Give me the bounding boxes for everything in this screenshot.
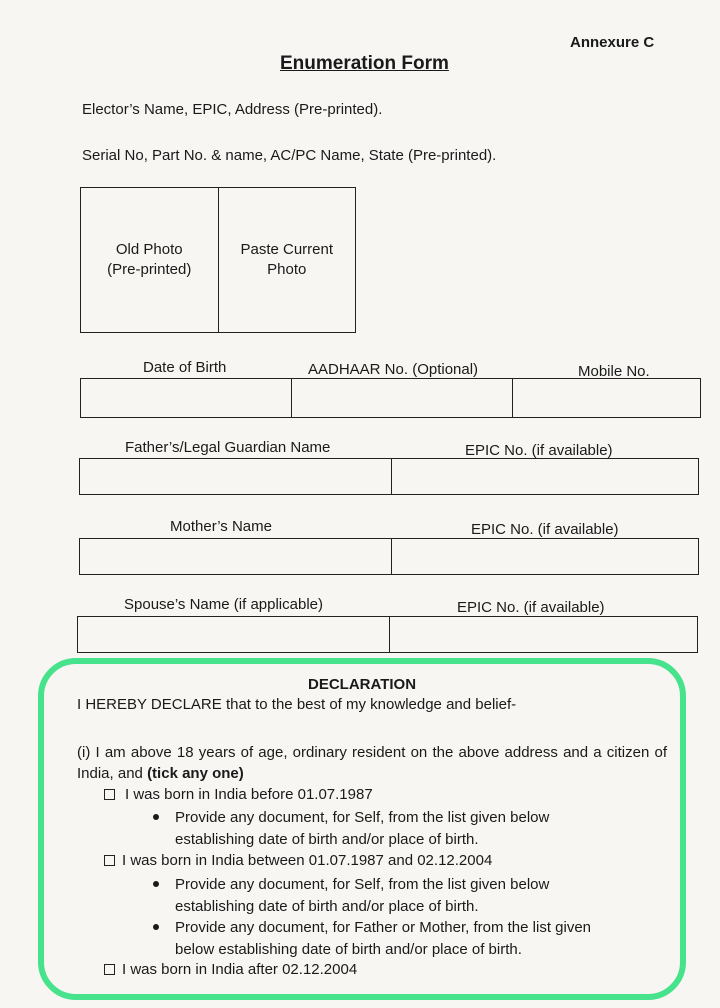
dob-aadhaar-mobile-row: [80, 378, 701, 418]
declaration-title: DECLARATION: [308, 676, 417, 693]
old-photo-cell: [81, 188, 218, 332]
form-title: Enumeration Form: [280, 53, 449, 74]
tick-instruction: (tick any one): [147, 765, 244, 782]
checkbox-before-1987[interactable]: [104, 789, 115, 800]
current-photo-cell[interactable]: [218, 188, 356, 332]
opt1-bullet-line1: Provide any document, for Self, from the list given below: [175, 809, 550, 826]
declaration-paragraph-text: (i) I am above 18 years of age, ordinary resident on the above address and a citizen of India, and: [77, 744, 667, 782]
father-name-field[interactable]: [80, 459, 391, 494]
spouse-name-label: Spouse’s Name (if applicable): [124, 596, 323, 613]
opt2-bullet2-line2: below establishing date of birth and/or place of birth.: [175, 941, 522, 958]
mobile-label: Mobile No.: [578, 363, 650, 380]
father-name-label: Father’s/Legal Guardian Name: [125, 439, 331, 456]
mother-name-field[interactable]: [80, 539, 391, 574]
aadhaar-label: AADHAAR No. (Optional): [308, 361, 479, 378]
spouse-row: [77, 616, 698, 653]
current-photo-sublabel: Photo: [267, 261, 307, 278]
dob-field[interactable]: [81, 379, 291, 417]
option-between-1987-2004[interactable]: [104, 852, 492, 869]
opt2-bullet1-line2: establishing date of birth and/or place of birth.: [175, 898, 479, 915]
opt2-bullet1-line1: Provide any document, for Self, from the list given below: [175, 876, 550, 893]
old-photo-label: Old Photo: [115, 241, 183, 258]
mother-epic-label: EPIC No. (if available): [471, 521, 619, 538]
spouse-epic-label: EPIC No. (if available): [457, 599, 605, 616]
option-between-label: I was born in India between 01.07.1987 and 02.12.2004: [122, 852, 493, 869]
mobile-field[interactable]: [512, 379, 700, 417]
mother-name-label: Mother’s Name: [170, 518, 272, 535]
option-after-2004[interactable]: [104, 961, 357, 978]
annexure-label: Annexure C: [570, 34, 655, 51]
dob-label: Date of Birth: [143, 359, 227, 376]
aadhaar-field[interactable]: [291, 379, 512, 417]
opt1-bullet-line2: establishing date of birth and/or place of birth.: [175, 831, 479, 848]
father-epic-label: EPIC No. (if available): [465, 442, 613, 459]
option-after-2004-label: I was born in India after 02.12.2004: [122, 961, 358, 978]
spouse-name-field[interactable]: [78, 617, 389, 652]
photo-box: [80, 187, 356, 333]
preprinted-elector-line: Elector’s Name, EPIC, Address (Pre-printed).: [82, 101, 383, 118]
current-photo-label: Paste Current: [240, 241, 334, 258]
bullet-icon: [153, 924, 159, 930]
preprinted-serial-line: Serial No, Part No. & name, AC/PC Name, State (Pre-printed).: [82, 147, 497, 164]
bullet-icon: [153, 881, 159, 887]
opt2-bullet2-line1: Provide any document, for Father or Mother, from the list given: [175, 919, 592, 936]
old-photo-sublabel: (Pre-printed): [107, 261, 192, 278]
mother-epic-field[interactable]: [391, 539, 698, 574]
declaration-intro: I HEREBY DECLARE that to the best of my knowledge and belief-: [77, 696, 517, 713]
option-before-1987-label: I was born in India before 01.07.1987: [125, 786, 373, 803]
mother-row: [79, 538, 699, 575]
declaration-paragraph: [77, 742, 667, 784]
spouse-epic-field[interactable]: [389, 617, 697, 652]
father-row: [79, 458, 699, 495]
checkbox-after-2004[interactable]: [104, 964, 115, 975]
father-epic-field[interactable]: [391, 459, 698, 494]
bullet-icon: [153, 814, 159, 820]
option-before-1987[interactable]: [104, 786, 373, 803]
checkbox-between-1987-2004[interactable]: [104, 855, 115, 866]
